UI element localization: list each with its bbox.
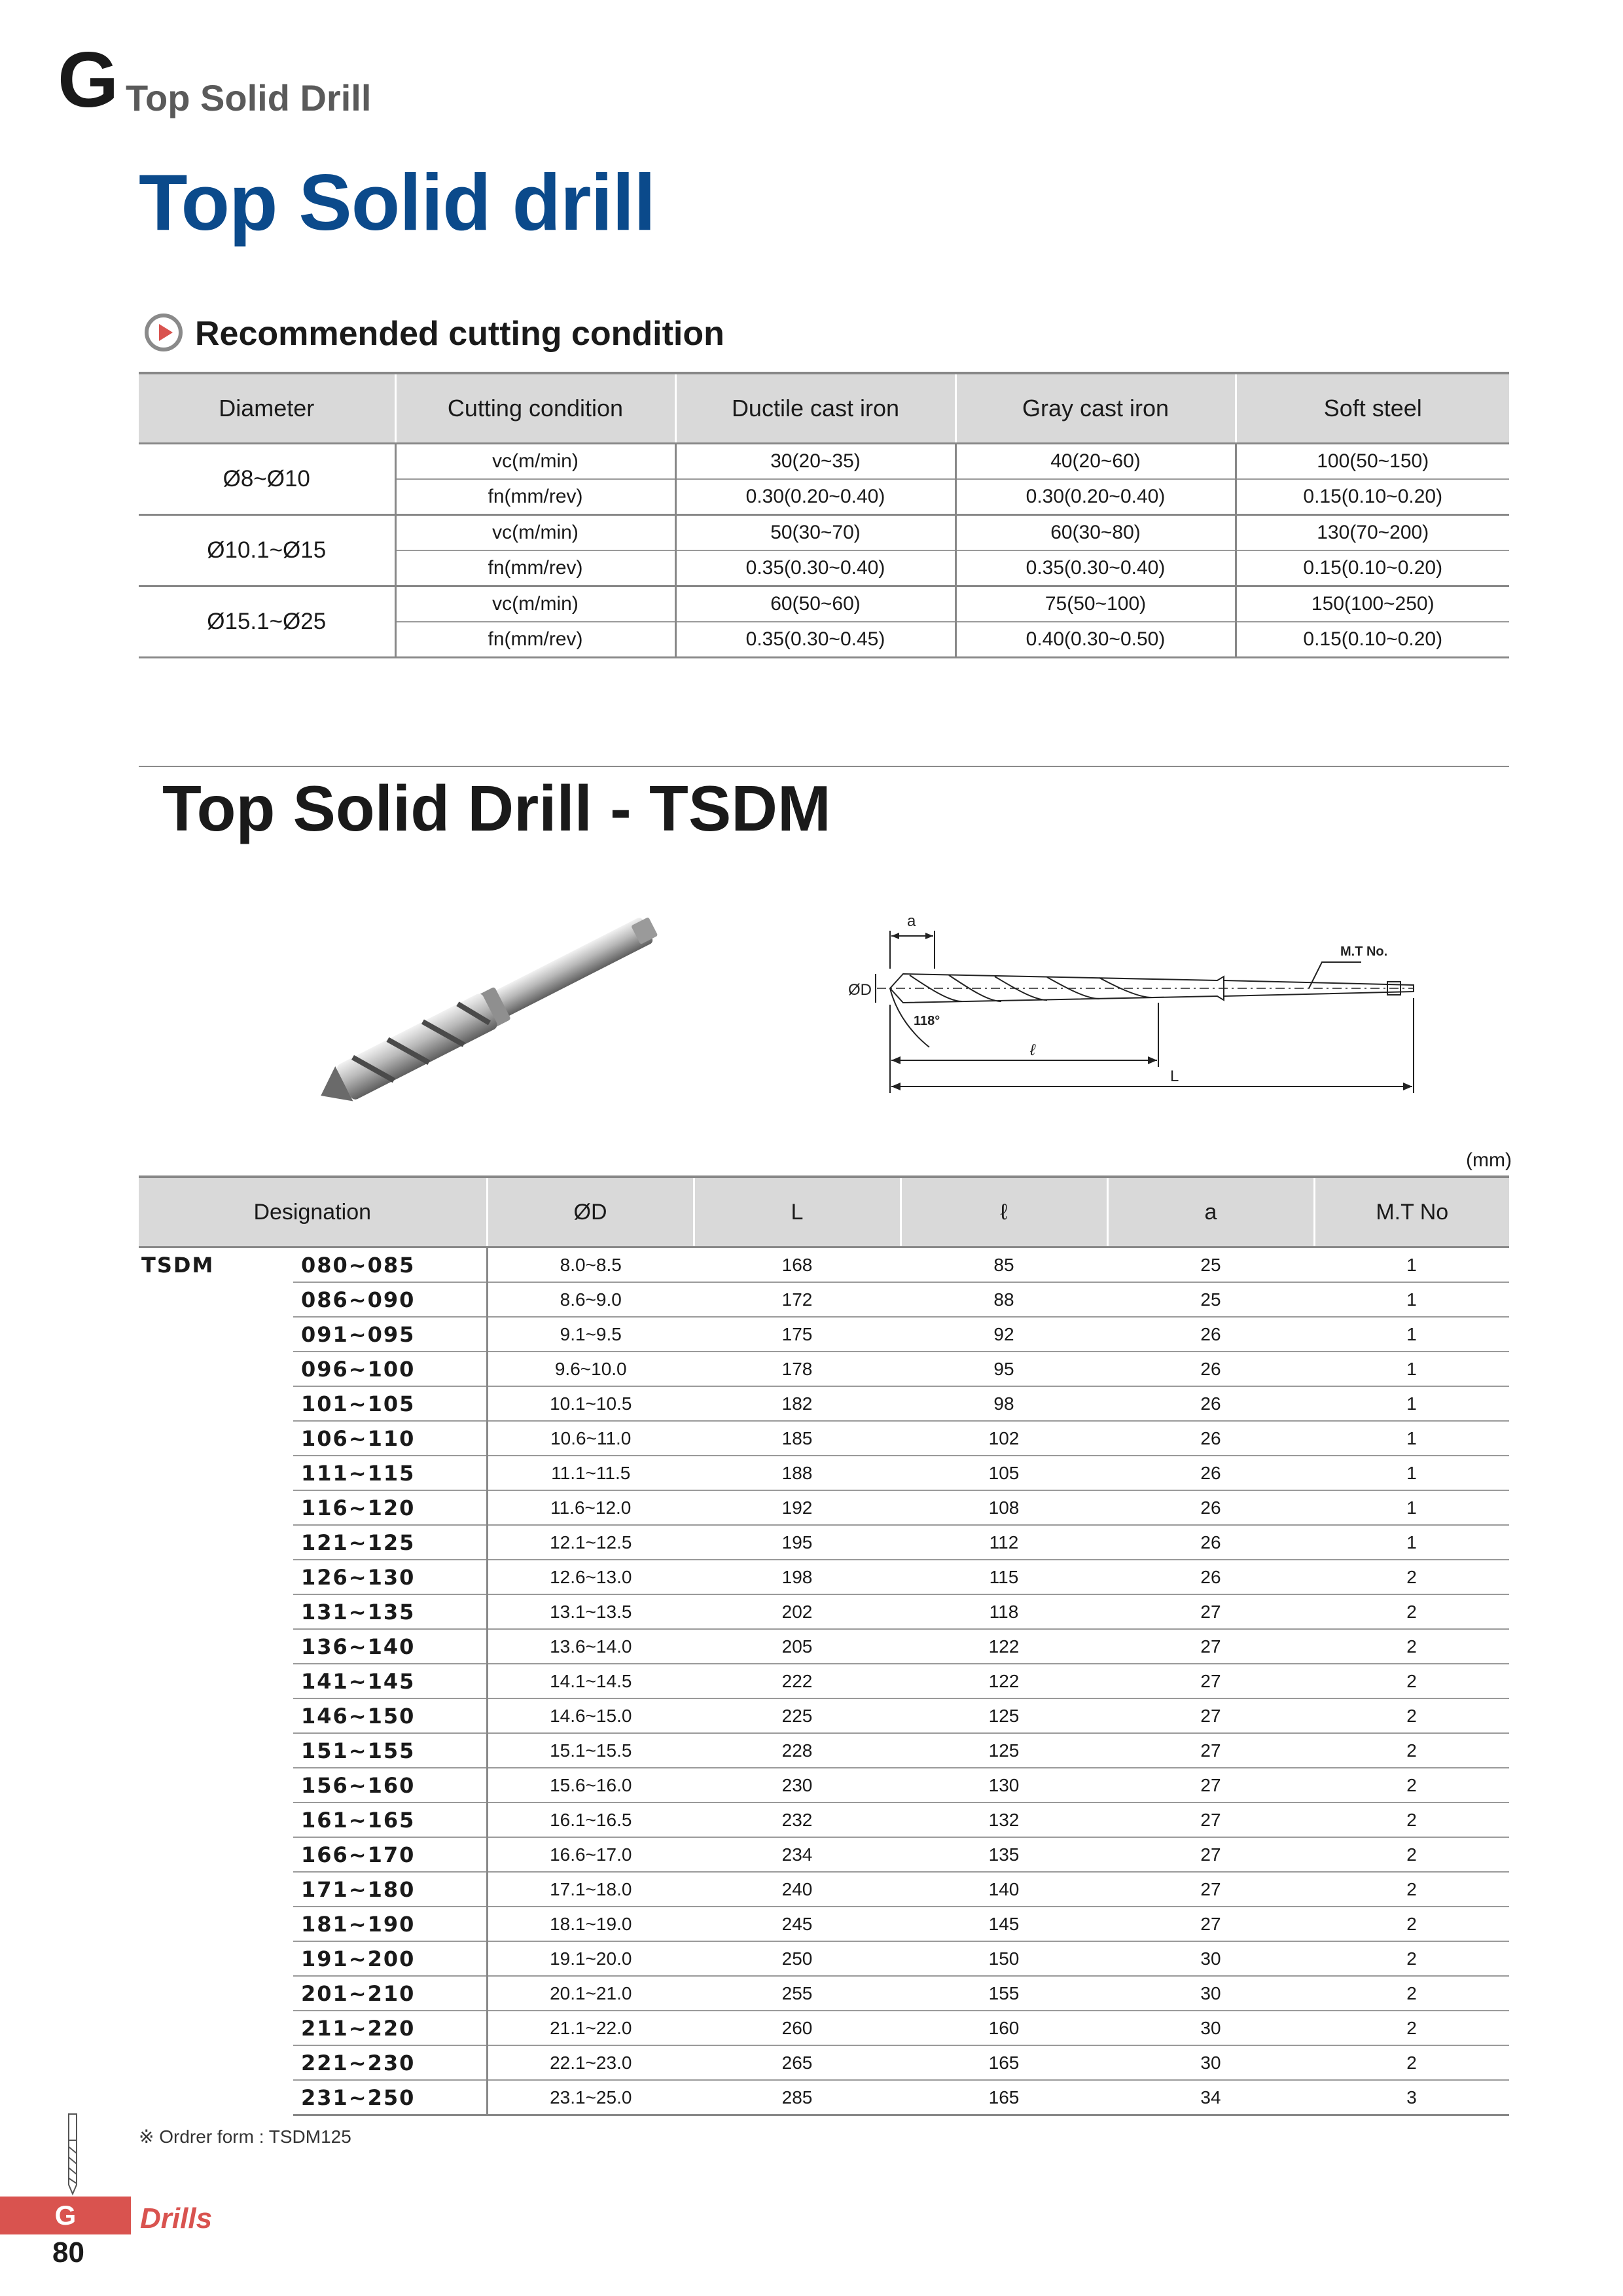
play-circle-icon bbox=[144, 313, 183, 352]
dim-label-angle: 118° bbox=[914, 1014, 940, 1028]
table-row bbox=[139, 1803, 1509, 1837]
designation-cell: 101~105 bbox=[293, 1386, 487, 1421]
series-cell bbox=[139, 1490, 293, 1525]
designation-cell: 161~165 bbox=[293, 1803, 487, 1837]
a-cell: 27 bbox=[1107, 1872, 1314, 1907]
series-cell bbox=[139, 1733, 293, 1768]
series-cell bbox=[139, 1768, 293, 1803]
a-cell: 26 bbox=[1107, 1317, 1314, 1352]
series-cell bbox=[139, 1976, 293, 2011]
soft-cell: 100(50~150) bbox=[1236, 444, 1509, 480]
table-row bbox=[139, 1421, 1509, 1456]
column-header: Gray cast iron bbox=[955, 373, 1236, 444]
diameter-cell: 19.1~20.0 bbox=[487, 1941, 694, 1976]
flute-length-cell: 122 bbox=[901, 1664, 1107, 1698]
diameter-cell: 15.1~15.5 bbox=[487, 1733, 694, 1768]
flute-length-cell: 92 bbox=[901, 1317, 1107, 1352]
table-row bbox=[139, 1282, 1509, 1317]
series-cell bbox=[139, 2045, 293, 2080]
a-cell: 26 bbox=[1107, 1456, 1314, 1490]
diameter-cell: 18.1~19.0 bbox=[487, 1907, 694, 1941]
length-cell: 285 bbox=[694, 2080, 901, 2115]
table-row bbox=[139, 1594, 1509, 1629]
flute-length-cell: 108 bbox=[901, 1490, 1107, 1525]
a-cell: 27 bbox=[1107, 1629, 1314, 1664]
diameter-cell: 17.1~18.0 bbox=[487, 1872, 694, 1907]
a-cell: 27 bbox=[1107, 1733, 1314, 1768]
length-cell: 168 bbox=[694, 1247, 901, 1283]
length-cell: 198 bbox=[694, 1560, 901, 1594]
series-cell bbox=[139, 1698, 293, 1733]
table-row bbox=[139, 1664, 1509, 1698]
diameter-cell: 9.1~9.5 bbox=[487, 1317, 694, 1352]
tsdm-dimensions-table bbox=[139, 1175, 1509, 2116]
mt-cell: 2 bbox=[1314, 1768, 1509, 1803]
order-form-note: ※ Ordrer form : TSDM125 bbox=[139, 2126, 351, 2147]
a-cell: 26 bbox=[1107, 1525, 1314, 1560]
a-cell: 27 bbox=[1107, 1837, 1314, 1872]
diameter-cell: 10.6~11.0 bbox=[487, 1421, 694, 1456]
table-row bbox=[139, 1872, 1509, 1907]
table-row bbox=[139, 2011, 1509, 2045]
designation-cell: 096~100 bbox=[293, 1352, 487, 1386]
flute-length-cell: 95 bbox=[901, 1352, 1107, 1386]
table-row bbox=[139, 1698, 1509, 1733]
length-cell: 195 bbox=[694, 1525, 901, 1560]
diameter-cell: 11.6~12.0 bbox=[487, 1490, 694, 1525]
designation-cell: 131~135 bbox=[293, 1594, 487, 1629]
diameter-cell: Ø8~Ø10 bbox=[139, 444, 395, 515]
flute-length-cell: 135 bbox=[901, 1837, 1107, 1872]
length-cell: 245 bbox=[694, 1907, 901, 1941]
ductile-cell: 0.35(0.30~0.40) bbox=[675, 550, 955, 586]
length-cell: 188 bbox=[694, 1456, 901, 1490]
category-label: Drills bbox=[140, 2202, 213, 2234]
table-row bbox=[139, 1247, 1509, 1283]
mt-cell: 1 bbox=[1314, 1421, 1509, 1456]
designation-cell: 181~190 bbox=[293, 1907, 487, 1941]
length-cell: 228 bbox=[694, 1733, 901, 1768]
series-cell bbox=[139, 1560, 293, 1594]
dim-label-L: L bbox=[1170, 1067, 1179, 1085]
table-row bbox=[139, 444, 1509, 480]
table-row bbox=[139, 1941, 1509, 1976]
soft-cell: 0.15(0.10~0.20) bbox=[1236, 622, 1509, 658]
length-cell: 250 bbox=[694, 1941, 901, 1976]
dim-label-a: a bbox=[907, 912, 916, 930]
a-cell: 30 bbox=[1107, 2045, 1314, 2080]
soft-cell: 0.15(0.10~0.20) bbox=[1236, 479, 1509, 515]
flute-length-cell: 132 bbox=[901, 1803, 1107, 1837]
series-cell bbox=[139, 1594, 293, 1629]
designation-cell: 141~145 bbox=[293, 1664, 487, 1698]
mt-cell: 1 bbox=[1314, 1247, 1509, 1283]
designation-cell: 106~110 bbox=[293, 1421, 487, 1456]
table-row bbox=[139, 1490, 1509, 1525]
length-cell: 178 bbox=[694, 1352, 901, 1386]
diameter-cell: 21.1~22.0 bbox=[487, 2011, 694, 2045]
diameter-cell: 10.1~10.5 bbox=[487, 1386, 694, 1421]
diameter-cell: 12.6~13.0 bbox=[487, 1560, 694, 1594]
a-cell: 27 bbox=[1107, 1594, 1314, 1629]
mt-cell: 1 bbox=[1314, 1490, 1509, 1525]
series-cell bbox=[139, 1803, 293, 1837]
flute-length-cell: 155 bbox=[901, 1976, 1107, 2011]
length-cell: 260 bbox=[694, 2011, 901, 2045]
designation-cell: 191~200 bbox=[293, 1941, 487, 1976]
table-header-row bbox=[139, 1177, 1509, 1247]
length-cell: 175 bbox=[694, 1317, 901, 1352]
diameter-cell: 14.6~15.0 bbox=[487, 1698, 694, 1733]
table-row bbox=[139, 1525, 1509, 1560]
ductile-cell: 60(50~60) bbox=[675, 586, 955, 622]
flute-length-cell: 115 bbox=[901, 1560, 1107, 1594]
gray-cell: 0.30(0.20~0.40) bbox=[955, 479, 1236, 515]
mt-cell: 2 bbox=[1314, 1594, 1509, 1629]
series-cell bbox=[139, 2011, 293, 2045]
flute-length-cell: 112 bbox=[901, 1525, 1107, 1560]
designation-cell: 156~160 bbox=[293, 1768, 487, 1803]
mt-cell: 2 bbox=[1314, 1803, 1509, 1837]
column-header: Designation bbox=[139, 1177, 487, 1247]
mt-cell: 1 bbox=[1314, 1282, 1509, 1317]
table-row bbox=[139, 2080, 1509, 2115]
table-row bbox=[139, 1317, 1509, 1352]
series-cell bbox=[139, 1664, 293, 1698]
flute-length-cell: 118 bbox=[901, 1594, 1107, 1629]
chapter-tab: G bbox=[0, 2197, 131, 2234]
flute-length-cell: 125 bbox=[901, 1733, 1107, 1768]
designation-cell: 201~210 bbox=[293, 1976, 487, 2011]
gray-cell: 0.35(0.30~0.40) bbox=[955, 550, 1236, 586]
series-cell bbox=[139, 1872, 293, 1907]
series-cell bbox=[139, 1525, 293, 1560]
table-row bbox=[139, 1907, 1509, 1941]
ductile-cell: 0.30(0.20~0.40) bbox=[675, 479, 955, 515]
diameter-cell: 20.1~21.0 bbox=[487, 1976, 694, 2011]
diameter-cell: Ø10.1~Ø15 bbox=[139, 515, 395, 586]
table-row bbox=[139, 1352, 1509, 1386]
a-cell: 25 bbox=[1107, 1247, 1314, 1283]
cutting-condition-table bbox=[139, 372, 1509, 658]
table-row bbox=[139, 1837, 1509, 1872]
mt-cell: 2 bbox=[1314, 1733, 1509, 1768]
column-header: Ductile cast iron bbox=[675, 373, 955, 444]
ductile-cell: 50(30~70) bbox=[675, 515, 955, 551]
mt-cell: 1 bbox=[1314, 1525, 1509, 1560]
designation-cell: 171~180 bbox=[293, 1872, 487, 1907]
diameter-cell: 14.1~14.5 bbox=[487, 1664, 694, 1698]
flute-length-cell: 160 bbox=[901, 2011, 1107, 2045]
length-cell: 232 bbox=[694, 1803, 901, 1837]
a-cell: 27 bbox=[1107, 1907, 1314, 1941]
mt-cell: 1 bbox=[1314, 1386, 1509, 1421]
length-cell: 172 bbox=[694, 1282, 901, 1317]
a-cell: 26 bbox=[1107, 1352, 1314, 1386]
flute-length-cell: 88 bbox=[901, 1282, 1107, 1317]
table-row bbox=[139, 1386, 1509, 1421]
mt-cell: 2 bbox=[1314, 2011, 1509, 2045]
diameter-cell: 8.6~9.0 bbox=[487, 1282, 694, 1317]
a-cell: 26 bbox=[1107, 1421, 1314, 1456]
diameter-cell: 13.6~14.0 bbox=[487, 1629, 694, 1664]
page-number: 80 bbox=[52, 2236, 84, 2269]
designation-cell: 166~170 bbox=[293, 1837, 487, 1872]
flute-length-cell: 105 bbox=[901, 1456, 1107, 1490]
designation-cell: 231~250 bbox=[293, 2080, 487, 2115]
series-cell bbox=[139, 1421, 293, 1456]
column-header: Cutting condition bbox=[395, 373, 675, 444]
column-header: L bbox=[694, 1177, 901, 1247]
drill-icon bbox=[64, 2111, 81, 2197]
diameter-cell: 9.6~10.0 bbox=[487, 1352, 694, 1386]
flute-length-cell: 165 bbox=[901, 2080, 1107, 2115]
section-title-cutting: Recommended cutting condition bbox=[195, 315, 724, 353]
a-cell: 27 bbox=[1107, 1803, 1314, 1837]
designation-cell: 151~155 bbox=[293, 1733, 487, 1768]
mt-cell: 2 bbox=[1314, 1941, 1509, 1976]
diameter-cell: 13.1~13.5 bbox=[487, 1594, 694, 1629]
a-cell: 27 bbox=[1107, 1768, 1314, 1803]
condition-cell: vc(m/min) bbox=[395, 586, 675, 622]
mt-cell: 1 bbox=[1314, 1456, 1509, 1490]
series-cell bbox=[139, 1456, 293, 1490]
soft-cell: 150(100~250) bbox=[1236, 586, 1509, 622]
designation-cell: 221~230 bbox=[293, 2045, 487, 2080]
diameter-cell: Ø15.1~Ø25 bbox=[139, 586, 395, 658]
length-cell: 205 bbox=[694, 1629, 901, 1664]
product-title: Top Solid Drill - TSDM bbox=[162, 772, 831, 844]
table-row bbox=[139, 1560, 1509, 1594]
column-header: ℓ bbox=[901, 1177, 1107, 1247]
flute-length-cell: 85 bbox=[901, 1247, 1107, 1283]
mt-cell: 2 bbox=[1314, 1976, 1509, 2011]
column-header: M.T No bbox=[1314, 1177, 1509, 1247]
table-row bbox=[139, 1629, 1509, 1664]
condition-cell: fn(mm/rev) bbox=[395, 622, 675, 658]
mt-cell: 2 bbox=[1314, 1907, 1509, 1941]
chapter-letter: G bbox=[58, 36, 116, 124]
dim-label-mt: M.T No. bbox=[1340, 944, 1388, 959]
column-header: ØD bbox=[487, 1177, 694, 1247]
length-cell: 192 bbox=[694, 1490, 901, 1525]
flute-length-cell: 165 bbox=[901, 2045, 1107, 2080]
diameter-cell: 23.1~25.0 bbox=[487, 2080, 694, 2115]
designation-cell: 146~150 bbox=[293, 1698, 487, 1733]
mt-cell: 2 bbox=[1314, 1837, 1509, 1872]
flute-length-cell: 130 bbox=[901, 1768, 1107, 1803]
diameter-cell: 8.0~8.5 bbox=[487, 1247, 694, 1283]
mt-cell: 2 bbox=[1314, 1664, 1509, 1698]
mt-cell: 2 bbox=[1314, 2045, 1509, 2080]
table-row bbox=[139, 1768, 1509, 1803]
a-cell: 26 bbox=[1107, 1560, 1314, 1594]
dim-label-od: ØD bbox=[848, 981, 872, 999]
series-cell bbox=[139, 1941, 293, 1976]
gray-cell: 0.40(0.30~0.50) bbox=[955, 622, 1236, 658]
page-title: Top Solid drill bbox=[139, 158, 656, 247]
table-header-row bbox=[139, 373, 1509, 444]
table-row bbox=[139, 1976, 1509, 2011]
series-cell bbox=[139, 1629, 293, 1664]
designation-cell: 080~085 bbox=[293, 1247, 487, 1283]
table-row bbox=[139, 1733, 1509, 1768]
length-cell: 225 bbox=[694, 1698, 901, 1733]
series-cell bbox=[139, 2080, 293, 2115]
a-cell: 34 bbox=[1107, 2080, 1314, 2115]
length-cell: 202 bbox=[694, 1594, 901, 1629]
designation-cell: 136~140 bbox=[293, 1629, 487, 1664]
a-cell: 30 bbox=[1107, 1976, 1314, 2011]
length-cell: 240 bbox=[694, 1872, 901, 1907]
table-row bbox=[139, 586, 1509, 622]
length-cell: 182 bbox=[694, 1386, 901, 1421]
a-cell: 30 bbox=[1107, 2011, 1314, 2045]
table-row bbox=[139, 2045, 1509, 2080]
flute-length-cell: 145 bbox=[901, 1907, 1107, 1941]
mt-cell: 2 bbox=[1314, 1629, 1509, 1664]
mt-cell: 2 bbox=[1314, 1872, 1509, 1907]
designation-cell: 111~115 bbox=[293, 1456, 487, 1490]
a-cell: 25 bbox=[1107, 1282, 1314, 1317]
series-cell bbox=[139, 1386, 293, 1421]
series-cell bbox=[139, 1282, 293, 1317]
gray-cell: 60(30~80) bbox=[955, 515, 1236, 551]
diameter-cell: 16.6~17.0 bbox=[487, 1837, 694, 1872]
diameter-cell: 15.6~16.0 bbox=[487, 1768, 694, 1803]
diameter-cell: 22.1~23.0 bbox=[487, 2045, 694, 2080]
diameter-cell: 16.1~16.5 bbox=[487, 1803, 694, 1837]
column-header: Soft steel bbox=[1236, 373, 1509, 444]
series-cell bbox=[139, 1907, 293, 1941]
flute-length-cell: 150 bbox=[901, 1941, 1107, 1976]
condition-cell: vc(m/min) bbox=[395, 444, 675, 480]
drill-product-image bbox=[288, 903, 694, 1119]
column-header: a bbox=[1107, 1177, 1314, 1247]
length-cell: 265 bbox=[694, 2045, 901, 2080]
designation-cell: 091~095 bbox=[293, 1317, 487, 1352]
table-row bbox=[139, 1456, 1509, 1490]
mt-cell: 1 bbox=[1314, 1317, 1509, 1352]
dim-label-l-small: ℓ bbox=[1030, 1041, 1035, 1059]
flute-length-cell: 102 bbox=[901, 1421, 1107, 1456]
gray-cell: 75(50~100) bbox=[955, 586, 1236, 622]
diameter-cell: 11.1~11.5 bbox=[487, 1456, 694, 1490]
a-cell: 26 bbox=[1107, 1490, 1314, 1525]
gray-cell: 40(20~60) bbox=[955, 444, 1236, 480]
designation-cell: 126~130 bbox=[293, 1560, 487, 1594]
condition-cell: vc(m/min) bbox=[395, 515, 675, 551]
designation-cell: 211~220 bbox=[293, 2011, 487, 2045]
chapter-title: Top Solid Drill bbox=[126, 77, 372, 118]
length-cell: 185 bbox=[694, 1421, 901, 1456]
designation-cell: 116~120 bbox=[293, 1490, 487, 1525]
mt-cell: 1 bbox=[1314, 1352, 1509, 1386]
diameter-cell: 12.1~12.5 bbox=[487, 1525, 694, 1560]
flute-length-cell: 122 bbox=[901, 1629, 1107, 1664]
series-cell bbox=[139, 1837, 293, 1872]
soft-cell: 130(70~200) bbox=[1236, 515, 1509, 551]
flute-length-cell: 125 bbox=[901, 1698, 1107, 1733]
length-cell: 234 bbox=[694, 1837, 901, 1872]
length-cell: 222 bbox=[694, 1664, 901, 1698]
length-cell: 255 bbox=[694, 1976, 901, 2011]
designation-cell: 086~090 bbox=[293, 1282, 487, 1317]
condition-cell: fn(mm/rev) bbox=[395, 479, 675, 515]
series-cell: TSDM bbox=[141, 1253, 215, 1278]
section-divider bbox=[139, 766, 1509, 767]
drill-dimension-diagram bbox=[848, 890, 1400, 1106]
a-cell: 26 bbox=[1107, 1386, 1314, 1421]
flute-length-cell: 140 bbox=[901, 1872, 1107, 1907]
flute-length-cell: 98 bbox=[901, 1386, 1107, 1421]
column-header: Diameter bbox=[139, 373, 395, 444]
table-row bbox=[139, 515, 1509, 551]
ductile-cell: 0.35(0.30~0.45) bbox=[675, 622, 955, 658]
a-cell: 30 bbox=[1107, 1941, 1314, 1976]
designation-cell: 121~125 bbox=[293, 1525, 487, 1560]
series-cell bbox=[139, 1352, 293, 1386]
unit-label: (mm) bbox=[1466, 1149, 1512, 1171]
series-cell bbox=[139, 1317, 293, 1352]
mt-cell: 2 bbox=[1314, 1560, 1509, 1594]
soft-cell: 0.15(0.10~0.20) bbox=[1236, 550, 1509, 586]
a-cell: 27 bbox=[1107, 1664, 1314, 1698]
mt-cell: 2 bbox=[1314, 1698, 1509, 1733]
mt-cell: 3 bbox=[1314, 2080, 1509, 2115]
ductile-cell: 30(20~35) bbox=[675, 444, 955, 480]
a-cell: 27 bbox=[1107, 1698, 1314, 1733]
length-cell: 230 bbox=[694, 1768, 901, 1803]
condition-cell: fn(mm/rev) bbox=[395, 550, 675, 586]
